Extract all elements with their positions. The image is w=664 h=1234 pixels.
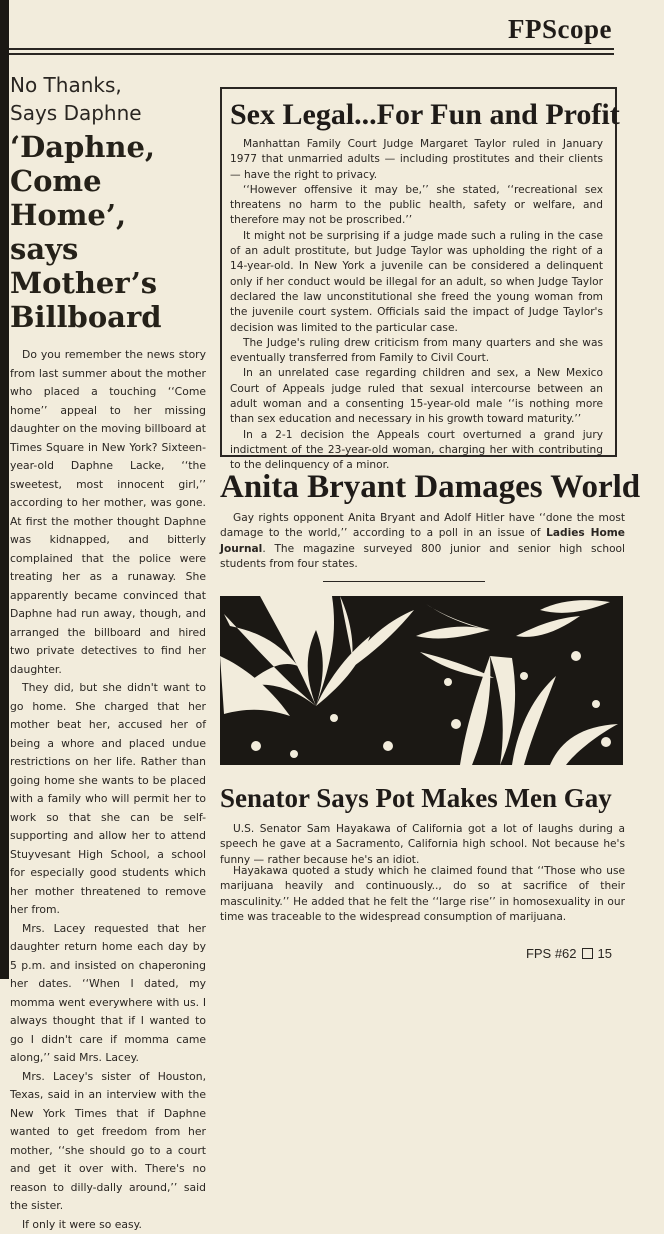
cannabis-leaf-illustration: [220, 596, 623, 765]
anita-paragraph: [220, 511, 625, 572]
folio-issue: FPS #62: [526, 946, 577, 961]
left-story-paragraph: Mrs. Lacey's sister of Houston, Texas, said in an interview with the New York Times that if Daphne wanted to get freedom from her mother, ‘‘she should go to a court and get it over with. There's no reason to dilly-dally around,’’ said the sister.: [10, 1068, 206, 1216]
anita-text-before: Gay rights opponent Anita Bryant and Adolf Hitler have ‘‘done the most damage to the world,’’ according to a poll in an issue of: [220, 512, 625, 539]
left-story-kicker-line: No Thanks,: [10, 72, 200, 98]
left-story-paragraph: They did, but she didn't want to go home. She charged that her mother beat her, accused her of being a whore and placed undue restrictions on her life. Rather than going home she wants to be placed with a family who will permit her to work so that she can be self-supporting and allow her to attend Stuyvesant High School, a school for especially good students which her mother threatened to remove her from.: [10, 679, 206, 920]
section-divider: [323, 581, 485, 582]
box-glyph-icon: [582, 948, 593, 959]
sex-legal-paragraph: ‘‘However offensive it may be,’’ she stated, ‘‘recreational sex threatens no harm to the public health, safety or welfare, and therefore may not be proscribed.’’: [230, 183, 603, 229]
sex-legal-paragraph: The Judge's ruling drew criticism from many quarters and she was eventually transferred from Family to Civil Court.: [230, 336, 603, 367]
sex-legal-article: [220, 87, 617, 457]
sex-legal-paragraph: In a 2-1 decision the Appeals court overturned a grand jury indictment of the 23-year-old woman, charging her with contributing to the delinquency of a minor.: [230, 428, 603, 474]
left-story-paragraph: Do you remember the news story from last summer about the mother who placed a touching ‘‘Come home’’ appeal to her missing daughter on the moving billboard at Times Square in New York? Sixteen-year-old Daphne Lacke, ‘‘the sweetest, most innocent girl,’’ according to her mother, was gone. At first the mother thought Daphne was kidnapped, and bitterly complained that the police were treating her as a runaway. She apparently became convinced that Daphne had run away, though, and arranged the billboard and hired two private detectives to find her daughter.: [10, 346, 206, 679]
left-story: [10, 72, 206, 1234]
masthead: FPScope: [508, 14, 612, 45]
masthead-rule: [9, 53, 614, 55]
senator-headline: Senator Says Pot Makes Men Gay: [220, 780, 640, 816]
left-story-headline: ‘Daphne, Come Home’, says Mother’s Billboard: [10, 130, 204, 334]
left-story-paragraph: If only it were so easy.: [10, 1216, 206, 1234]
senator-paragraph: Hayakawa quoted a study which he claimed found that ‘‘Those who use marijuana heavily and continuously.., do so at sacrifice of their masculinity.’’ He added that he felt the ‘‘large rise’’ in homosexuality in our time was traceable to the widespread consumption of marijuana.: [220, 864, 625, 925]
page-folio: [526, 946, 612, 961]
folio-page-number: 15: [598, 946, 612, 961]
masthead-rule: [9, 48, 614, 50]
left-story-kicker-line: Says Daphne: [10, 100, 200, 126]
anita-text-after: . The magazine surveyed 800 junior and senior high school students from four states.: [220, 543, 625, 570]
left-story-paragraph: Mrs. Lacey requested that her daughter return home each day by 5 p.m. and insisted on chaperoning her dates. ‘‘When I dated, my momma went everywhere with us. I always thought that if I wanted to go I didn't care if momma came along,’’ said Mrs. Lacey.: [10, 920, 206, 1068]
sex-legal-headline: Sex Legal...For Fun and Profit: [230, 99, 603, 131]
anita-headline: Anita Bryant Damages World: [220, 467, 640, 507]
senator-paragraph: U.S. Senator Sam Hayakawa of California got a lot of laughs during a speech he gave at a Sacramento, California high school. Not because he's funny — rather because he's an idiot.: [220, 822, 625, 868]
sex-legal-paragraph: Manhattan Family Court Judge Margaret Taylor ruled in January 1977 that unmarried adults — including prostitutes and their clients — have the right to privacy.: [230, 137, 603, 183]
sex-legal-paragraph: It might not be surprising if a judge made such a ruling in the case of an adult prostitute, but Judge Taylor was upholding the right of a 14-year-old. In New York a juvenile can be considered a delinquent only if her conduct would be illegal for an adult, so when Judge Taylor declared the law unconstitutional she freed the young woman from the juvenile court system. Officials said the impact of Judge Taylor's decision was limited to the particular case.: [230, 229, 603, 336]
sex-legal-paragraph: In an unrelated case regarding children and sex, a New Mexico Court of Appeals judge ruled that sexual intercourse between an adult woman and a consenting 15-year-old male ‘‘is nothing more than sex education and necessary in his growth toward maturity.’’: [230, 366, 603, 427]
page-spine: [0, 0, 9, 979]
magazine-name: Ladies Home Journal: [220, 527, 625, 554]
